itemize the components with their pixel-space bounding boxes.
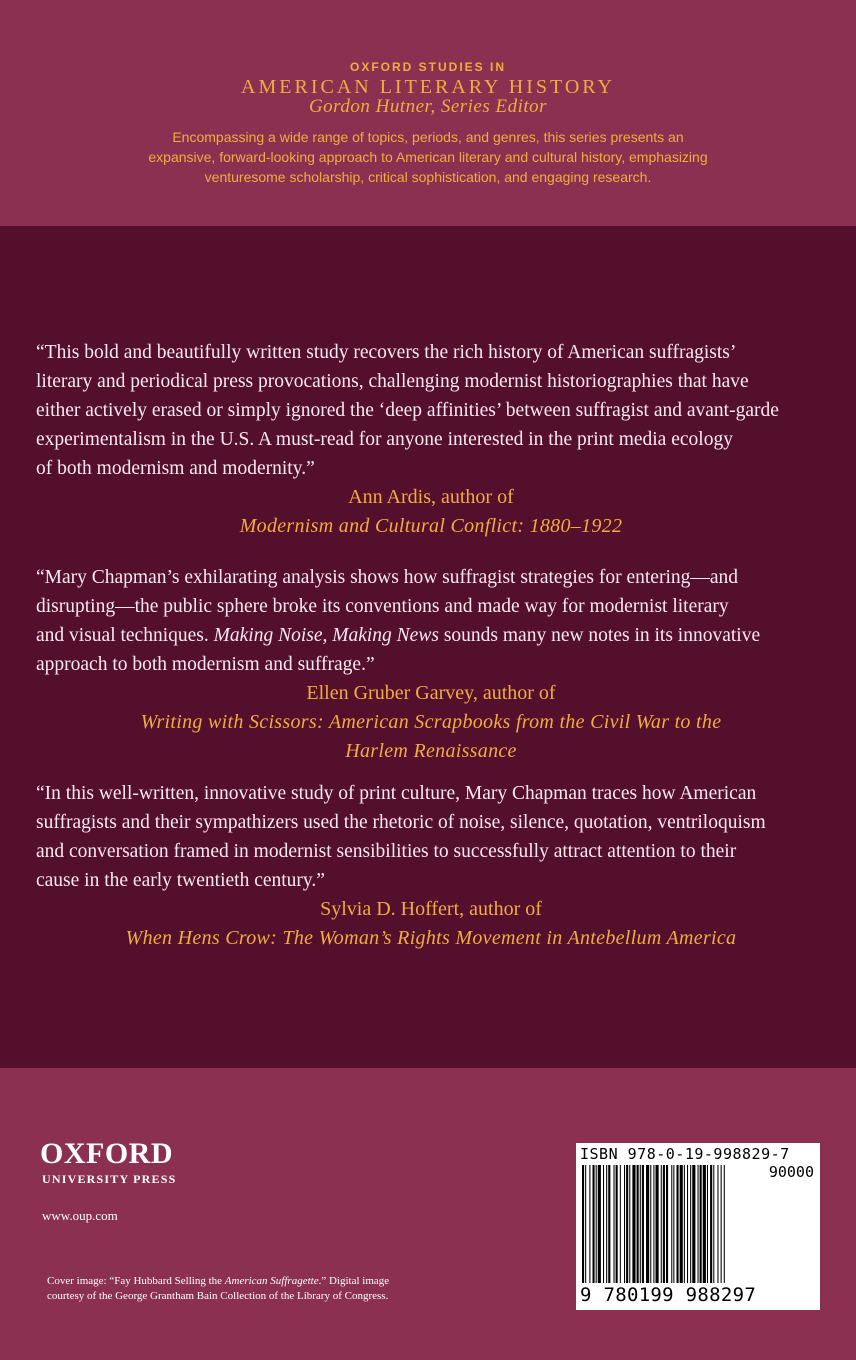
blurb-line bbox=[36, 621, 826, 650]
blurb-line: and conversation framed in modernist sensibilities to successfully attract attention to their bbox=[36, 841, 737, 862]
barcode-bar bbox=[593, 1165, 595, 1283]
series-desc-line: Encompassing a wide range of topics, periods, and genres, this series presents an bbox=[172, 129, 684, 145]
price-code: 90000 bbox=[768, 1163, 814, 1181]
barcode-bar bbox=[656, 1165, 659, 1283]
blurb-garvey bbox=[36, 563, 826, 766]
barcode-bar bbox=[700, 1165, 702, 1283]
blurb-line: approach to both modernism and suffrage.” bbox=[36, 654, 375, 675]
oxford-logo: OXFORD bbox=[40, 1137, 173, 1170]
series-desc-line: expansive, forward-looking approach to American literary and cultural history, emphasizing bbox=[148, 149, 708, 165]
barcode-bar bbox=[717, 1165, 718, 1283]
barcode-bar bbox=[698, 1165, 699, 1283]
blurb-book-title: Harlem Renaissance bbox=[345, 740, 517, 762]
barcode-bar bbox=[673, 1165, 674, 1283]
barcode-bar bbox=[690, 1165, 691, 1283]
barcode-bar bbox=[692, 1165, 695, 1283]
barcode-bar bbox=[598, 1165, 601, 1283]
barcode-bar bbox=[707, 1165, 708, 1283]
oxford-logo-subtitle: UNIVERSITY PRESS bbox=[42, 1172, 177, 1186]
blurb-author: Ellen Gruber Garvey, author of bbox=[306, 682, 556, 704]
barcode-bar bbox=[603, 1165, 604, 1283]
barcode-bar bbox=[721, 1165, 722, 1283]
blurb-ardis bbox=[36, 338, 826, 541]
barcode-bar bbox=[724, 1165, 725, 1283]
barcode-bar bbox=[650, 1165, 651, 1283]
barcode-bar bbox=[684, 1165, 685, 1283]
barcode-bar bbox=[582, 1165, 584, 1283]
barcode-bar bbox=[680, 1165, 683, 1283]
blurb-line: either actively erased or simply ignored the ‘deep affinities’ between suffragist and avant-garde bbox=[36, 400, 779, 421]
isbn-text: ISBN 978-0-19-998829-7 bbox=[580, 1145, 790, 1163]
barcode-bar bbox=[608, 1165, 610, 1283]
credit-text: Cover image: “Fay Hubbard Selling the bbox=[47, 1275, 225, 1287]
barcode-bar bbox=[663, 1165, 665, 1283]
blurb-line: cause in the early twentieth century.” bbox=[36, 870, 325, 891]
blurb-attribution bbox=[36, 679, 826, 766]
barcode-bars-icon bbox=[582, 1165, 757, 1283]
blurb-line: “Mary Chapman’s exhilarating analysis shows how suffragist strategies for entering—and bbox=[36, 567, 739, 588]
series-title: AMERICAN LITERARY HISTORY bbox=[241, 76, 615, 98]
credit-text: .” Digital image bbox=[318, 1275, 390, 1287]
barcode-bar bbox=[624, 1165, 625, 1283]
barcode-bar bbox=[632, 1165, 635, 1283]
barcode-bar bbox=[640, 1165, 641, 1283]
series-description bbox=[100, 127, 756, 187]
series-prefix: OXFORD STUDIES IN bbox=[349, 60, 506, 74]
blurb-book-italic: Making Noise, Making News bbox=[213, 625, 439, 646]
credit-line bbox=[47, 1274, 467, 1289]
barcode-bar bbox=[585, 1165, 586, 1283]
blurb-book-title: Writing with Scissors: American Scrapbooks from the Civil War to the bbox=[140, 711, 722, 733]
barcode-bar bbox=[629, 1165, 630, 1283]
blurb-line: experimentalism in the U.S. A must-read for anyone interested in the print media ecology bbox=[36, 429, 733, 450]
barcode-bar bbox=[653, 1165, 654, 1283]
blurb-text: sounds many new notes in its innovative bbox=[438, 625, 761, 646]
blurb-hoffert bbox=[36, 779, 826, 953]
barcode-bar bbox=[642, 1165, 644, 1283]
barcode-bar bbox=[589, 1165, 590, 1283]
barcode-bar bbox=[703, 1165, 706, 1283]
blurb-book-title: When Hens Crow: The Woman’s Rights Movement in Antebellum America bbox=[125, 927, 737, 949]
barcode-bar bbox=[713, 1165, 714, 1283]
blurb-line: “In this well-written, innovative study of print culture, Mary Chapman traces how American bbox=[36, 783, 757, 804]
blurb-line: of both modernism and modernity.” bbox=[36, 458, 315, 479]
barcode-bar bbox=[637, 1165, 639, 1283]
series-desc-line: venturesome scholarship, critical sophistication, and engaging research. bbox=[204, 169, 652, 185]
barcode-bar bbox=[616, 1165, 618, 1283]
barcode-bar bbox=[620, 1165, 621, 1283]
blurb-attribution bbox=[36, 483, 826, 541]
blurb-book-title: Modernism and Cultural Conflict: 1880–1922 bbox=[239, 515, 623, 537]
publisher-url[interactable]: www.oup.com bbox=[42, 1208, 118, 1223]
series-editor: Gordon Hutner, Series Editor bbox=[308, 96, 548, 117]
blurb-line: “This bold and beautifully written study recovers the rich history of American suffragists’ bbox=[36, 342, 737, 363]
barcode-bar bbox=[710, 1165, 712, 1283]
barcode-bar bbox=[687, 1165, 688, 1283]
blurb-author: Sylvia D. Hoffert, author of bbox=[320, 898, 542, 920]
barcode-bar bbox=[671, 1165, 672, 1283]
barcode-bar bbox=[614, 1165, 615, 1283]
cover-image-credit bbox=[47, 1274, 467, 1304]
barcode-bar bbox=[677, 1165, 679, 1283]
barcode-bar bbox=[646, 1165, 649, 1283]
blurb-line: suffragists and their sympathizers used the rhetoric of noise, silence, quotation, ventriloquism bbox=[36, 812, 766, 833]
barcode-bar bbox=[661, 1165, 662, 1283]
barcode bbox=[576, 1143, 820, 1310]
series-panel bbox=[0, 0, 856, 226]
credit-italic: American Suffragette bbox=[224, 1275, 319, 1287]
blurb-text: and visual techniques. bbox=[36, 625, 214, 646]
blurb-attribution bbox=[36, 895, 826, 953]
barcode-bar bbox=[606, 1165, 607, 1283]
ean-number: 9 780199 988297 bbox=[580, 1284, 757, 1306]
barcode-bar bbox=[666, 1165, 668, 1283]
credit-line: courtesy of the George Grantham Bain Collection of the Library of Congress. bbox=[47, 1290, 389, 1302]
blurb-line: disrupting—the public sphere broke its conventions and made way for modernist literary bbox=[36, 596, 729, 617]
blurb-author: Ann Ardis, author of bbox=[348, 486, 514, 508]
blurb-line: literary and periodical press provocations, challenging modernist historiographies that have bbox=[36, 371, 749, 392]
barcode-bar bbox=[596, 1165, 597, 1283]
barcode-bar bbox=[626, 1165, 628, 1283]
